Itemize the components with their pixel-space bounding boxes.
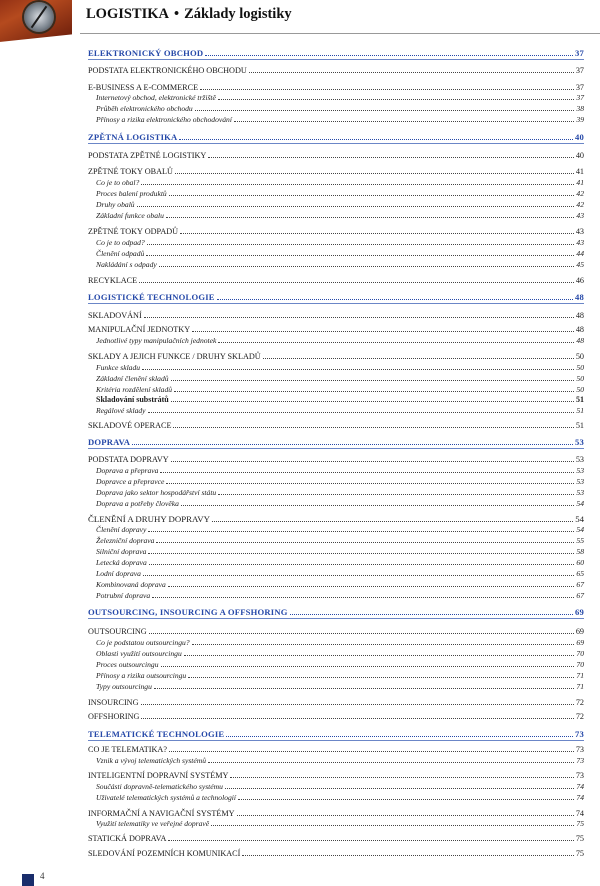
toc-entry-page: 72 [575,712,584,721]
toc-subsection [88,104,584,114]
dot-leader [148,531,574,532]
toc-entry-title: ČLENĚNÍ A DRUHY DOPRAVY [88,514,210,524]
toc-entry-page: 58 [576,547,584,556]
toc-entry-title: Využití telematiky ve veřejné dopravě [96,819,210,828]
toc-entry-page: 70 [576,660,584,669]
header-separator: • [174,6,180,22]
toc-subsection [88,536,584,546]
dot-leader [238,799,574,800]
dot-leader [234,121,574,122]
toc-entry-page: 50 [576,363,584,372]
toc-section [88,227,584,237]
dot-leader [166,217,574,218]
dot-leader [195,110,575,111]
dot-leader [212,521,573,522]
toc-entry-title: ZPĚTNÉ TOKY OBALŮ [88,167,173,176]
toc-entry-page: 69 [576,638,584,647]
dot-leader [179,139,573,140]
toc-entry-page: 71 [576,682,584,691]
toc-entry-page: 72 [575,698,584,707]
toc-entry-title: Základní členění skladů [96,374,169,383]
toc-entry-title: Regálové sklady [96,406,146,415]
toc-entry-title: Doprava a potřeby člověka [96,499,179,508]
toc-entry-page: 65 [576,569,584,578]
toc-entry-title: Silniční doprava [96,547,147,556]
toc-subsection [88,580,584,590]
toc-entry-page: 42 [576,200,584,209]
toc-entry-title: Členění odpadů [96,249,145,258]
dot-leader [218,99,574,100]
toc-entry-page: 54 [576,525,584,534]
toc-entry-title: Proces outsourcingu [96,660,159,669]
toc-entry-page: 37 [575,83,584,92]
running-header [86,6,292,23]
toc-entry-page: 73 [576,756,584,765]
dot-leader [174,391,574,392]
toc-subsection [88,499,584,509]
dot-leader [141,718,573,719]
toc-entry-page: 46 [575,276,584,285]
toc-entry-page: 40 [575,132,584,142]
dot-leader [173,427,573,428]
toc-entry-page: 53 [576,477,584,486]
toc-entry-page: 74 [576,782,584,791]
toc-entry-page: 40 [575,151,584,160]
dot-leader [290,614,573,615]
toc-subsection [88,466,584,476]
toc-subsection [88,385,584,395]
toc-section [88,834,584,844]
toc-entry-title: ZPĚTNÉ TOKY ODPADŮ [88,227,179,236]
dot-leader [230,777,573,778]
dot-leader [169,751,574,752]
toc-entry-title: Typy outsourcingu [96,682,152,691]
toc-entry-page: 43 [576,211,584,220]
toc-entry-page: 45 [576,260,584,269]
toc-subsection [88,260,584,270]
toc-entry-page: 44 [576,249,584,258]
toc-subsection [88,660,584,670]
toc-subsection [88,569,584,579]
dot-leader [175,173,574,174]
toc-subsection [88,200,584,210]
toc-entry-page: 53 [575,437,584,447]
toc-entry-page: 41 [576,178,584,187]
dot-leader [171,401,574,402]
header-rule [80,33,600,34]
dot-leader [217,299,573,300]
dot-leader [171,380,575,381]
dot-leader [141,704,574,705]
toc-entry-page: 37 [575,48,584,58]
toc-subsection [88,682,584,692]
toc-entry-title: PODSTATA ZPĚTNÉ LOGISTIKY [88,151,207,160]
toc-entry-page: 42 [576,189,584,198]
toc-subsection [88,93,584,103]
toc-section [88,167,584,177]
dot-leader [146,255,574,256]
toc-entry-title: Přínosy a rizika outsourcingu [96,671,187,680]
dot-leader [166,483,574,484]
toc-subsection [88,756,584,766]
toc-entry-title: SLEDOVÁNÍ POZEMNÍCH KOMUNIKACÍ [88,849,241,858]
toc-entry-title: SKLADY A JEJICH FUNKCE / DRUHY SKLADŮ [88,352,261,361]
toc-entry-page: 73 [575,745,584,754]
dot-leader [171,461,574,462]
dot-leader [188,677,574,678]
toc-entry-page: 67 [576,580,584,589]
toc-entry-title: Vznik a vývoj telematických systémů [96,756,207,765]
toc-entry-page: 48 [575,292,584,302]
dot-leader [152,597,574,598]
toc-entry-title: Kritéria rozdělení skladů [96,385,173,394]
dot-leader [160,472,574,473]
toc-chapter [88,292,584,304]
dot-leader [149,564,575,565]
toc-entry-title: Přínosy a rizika elektronického obchodování [96,115,232,124]
toc-entry-title: Železniční doprava [96,536,155,545]
dot-leader [156,542,574,543]
toc-entry-title: OUTSOURCING, INSOURCING A OFFSHORING [88,607,288,617]
toc-section [88,455,584,465]
dot-leader [168,840,573,841]
dot-leader [148,553,574,554]
toc-entry-title: PODSTATA DOPRAVY [88,455,169,464]
toc-entry-page: 43 [575,227,584,236]
toc-entry-page: 54 [575,514,584,524]
toc-entry-title: MANIPULAČNÍ JEDNOTKY [88,325,191,334]
toc-entry-page: 51 [576,406,584,415]
dot-leader [147,244,575,245]
toc-entry-page: 50 [575,352,584,361]
toc-entry-page: 69 [575,627,584,636]
toc-subsection [88,374,584,384]
toc-subsection [88,547,584,557]
toc-entry-title: CO JE TELEMATIKA? [88,745,167,754]
toc-entry-title: OUTSOURCING [88,627,147,636]
dot-leader [263,358,574,359]
toc-entry-title: DOPRAVA [88,437,131,447]
toc-section [88,311,584,321]
toc-section [88,325,584,335]
toc-entry-title: OFFSHORING [88,712,140,721]
toc-chapter [88,48,584,60]
toc-entry-page: 74 [576,793,584,802]
toc-entry-page: 53 [576,466,584,475]
toc-subsection [88,178,584,188]
dot-leader [144,317,574,318]
toc-entry-title: Letecká doprava [96,558,147,567]
toc-subsection [88,238,584,248]
toc-entry-page: 37 [575,66,584,75]
toc-section [88,849,584,859]
toc-entry-title: Co je podstatou outsourcingu? [96,638,190,647]
dot-leader [226,736,573,737]
dot-leader [169,195,575,196]
dot-leader [159,266,575,267]
toc-entry-title: INTELIGENTNÍ DOPRAVNÍ SYSTÉMY [88,771,229,780]
toc-subsection [88,211,584,221]
toc-entry-page: 67 [576,591,584,600]
toc-entry-title: Doprava jako sektor hospodářství státu [96,488,217,497]
dot-leader [208,762,574,763]
dot-leader [139,282,574,283]
toc-entry-title: LOGISTICKÉ TECHNOLOGIE [88,292,215,302]
toc-entry-title: Proces balení produktů [96,189,167,198]
toc-entry-title: Co je to odpad? [96,238,145,247]
toc-subsection [88,249,584,259]
toc-section [88,151,584,161]
toc-section [88,771,584,781]
dot-leader [181,505,575,506]
toc-entry-page: 75 [575,834,584,843]
toc-entry-page: 48 [575,325,584,334]
toc-subsection [88,558,584,568]
book-title: Základy logistiky [184,6,292,22]
toc-subsection [88,525,584,535]
toc-entry-title: Oblasti využití outsourcingu [96,649,182,658]
corner-decoration [0,0,72,44]
toc-entry-title: Internetový obchod, elektronické tržiště [96,93,216,102]
dot-leader [192,644,575,645]
toc-entry-title: ELEKTRONICKÝ OBCHOD [88,48,204,58]
dot-leader [161,666,575,667]
dot-leader [200,89,574,90]
toc-entry-title: Základní funkce obalu [96,211,164,220]
toc-entry-title: Průběh elektronického obchodu [96,104,193,113]
toc-entry-title: Skladování substrátů [96,395,169,404]
toc-entry-title: STATICKÁ DOPRAVA [88,834,167,843]
dot-leader [225,788,574,789]
toc-subsection [88,638,584,648]
toc-subsection [88,782,584,792]
toc-entry-page: 51 [575,421,584,430]
toc-entry-page: 73 [575,771,584,780]
toc-entry-page: 70 [576,649,584,658]
toc-entry-title: Jednotlivé typy manipulačních jednotek [96,336,217,345]
toc-entry-title: Doprava a přeprava [96,466,159,475]
dot-leader [168,586,575,587]
toc-entry-page: 53 [576,488,584,497]
toc-entry-page: 48 [575,311,584,320]
dot-leader [237,815,574,816]
toc-subsection [88,819,584,829]
toc-subsection [88,649,584,659]
dot-leader [192,331,574,332]
dot-leader [218,342,574,343]
toc-entry-page: 50 [576,374,584,383]
toc-subsection [88,189,584,199]
toc-entry-page: 38 [576,104,584,113]
toc-section [88,83,584,93]
dot-leader [132,444,573,445]
toc-entry-title: RECYKLACE [88,276,138,285]
toc-entry-page: 39 [576,115,584,124]
toc-entry-page: 50 [576,385,584,394]
toc-subsection [88,336,584,346]
toc-chapter [88,729,584,741]
toc-entry-page: 51 [576,395,584,404]
toc-entry-page: 53 [575,455,584,464]
toc-entry-page: 74 [575,809,584,818]
footer-marker [22,874,34,886]
toc-section [88,514,584,525]
dot-leader [149,633,574,634]
dot-leader [242,855,573,856]
toc-entry-page: 71 [576,671,584,680]
toc-section [88,698,584,708]
toc-subsection [88,793,584,803]
toc-entry-title: Dopravce a přepravce [96,477,165,486]
toc-entry-title: Uživatelé telematických systémů a technologií [96,793,237,802]
page-number: 4 [40,871,45,881]
toc-entry-title: Nakládání s odpady [96,260,157,269]
toc-entry-page: 48 [576,336,584,345]
toc-subsection [88,363,584,373]
dot-leader [184,655,575,656]
toc-entry-title: Členění dopravy [96,525,147,534]
toc-entry-title: Lodní doprava [96,569,141,578]
toc-entry-page: 43 [576,238,584,247]
toc-section [88,352,584,362]
dot-leader [143,575,574,576]
toc-subsection [88,395,584,405]
toc-entry-title: Kombinovaná doprava [96,580,166,589]
dot-leader [141,184,574,185]
toc-entry-page: 60 [576,558,584,567]
dot-leader [180,233,574,234]
toc-subsection [88,671,584,681]
toc-section [88,712,584,722]
toc-entry-title: PODSTATA ELEKTRONICKÉHO OBCHODU [88,66,247,75]
toc-entry-page: 37 [576,93,584,102]
toc-chapter [88,607,584,619]
dot-leader [137,206,575,207]
toc-entry-page: 54 [576,499,584,508]
dot-leader [208,157,574,158]
toc-subsection [88,591,584,601]
toc-entry-title: INSOURCING [88,698,139,707]
dot-leader [154,688,575,689]
book-name: LOGISTIKA [86,6,169,22]
toc-entry-title: Funkce skladu [96,363,141,372]
toc-section [88,66,584,76]
toc-subsection [88,477,584,487]
toc-entry-title: Potrubní doprava [96,591,151,600]
toc-entry-page: 69 [575,607,584,617]
toc-section [88,276,584,286]
dot-leader [218,494,574,495]
toc-entry-page: 41 [575,167,584,176]
toc-entry-title: INFORMAČNÍ A NAVIGAČNÍ SYSTÉMY [88,809,235,818]
dot-leader [249,72,574,73]
toc-entry-title: Druhy obalů [96,200,135,209]
toc-subsection [88,115,584,125]
toc-subsection [88,488,584,498]
toc-section [88,627,584,637]
toc-section [88,809,584,819]
dot-leader [142,369,574,370]
dot-leader [205,55,573,56]
toc-entry-page: 75 [575,849,584,858]
toc-entry-title: ZPĚTNÁ LOGISTIKA [88,132,178,142]
toc-chapter [88,132,584,144]
toc-section [88,421,584,431]
toc-entry-page: 73 [575,729,584,739]
dot-leader [148,412,575,413]
toc-entry-title: Součásti dopravně-telematického systému [96,782,223,791]
toc-entry-title: SKLADOVÉ OPERACE [88,421,172,430]
toc-section [88,745,584,755]
toc-entry-title: E-BUSINESS A E-COMMERCE [88,83,199,92]
toc-subsection [88,406,584,416]
toc-entry-page: 75 [576,819,584,828]
toc-entry-title: TELEMATICKÉ TECHNOLOGIE [88,729,225,739]
toc-entry-title: SKLADOVÁNÍ [88,311,142,320]
toc-chapter [88,437,584,449]
dot-leader [211,825,574,826]
toc-entry-page: 55 [576,536,584,545]
toc-entry-title: Co je to obal? [96,178,140,187]
